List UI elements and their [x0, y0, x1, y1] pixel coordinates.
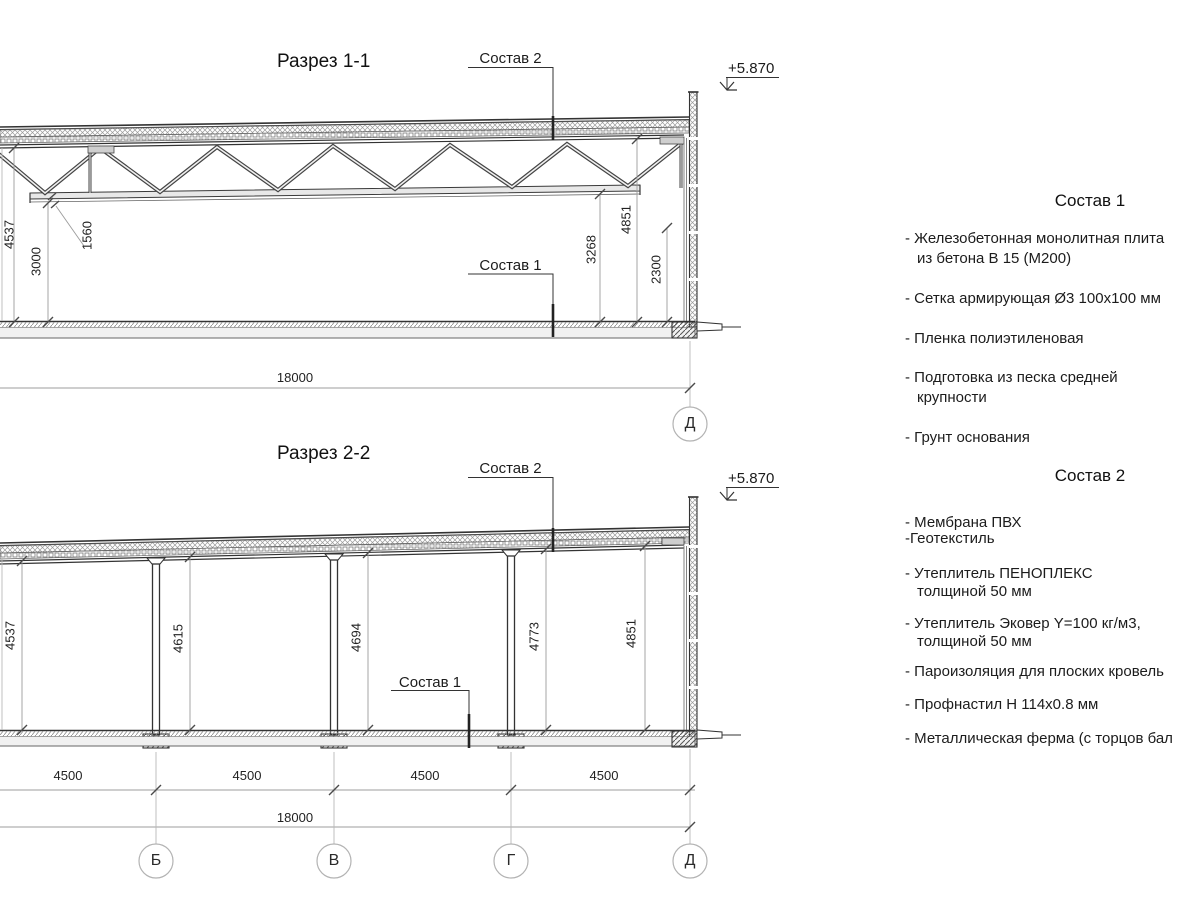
section2-callout-sostav2: Состав 2 [479, 460, 542, 477]
sostav1-item-3: - Пленка полиэтиленовая [905, 330, 1084, 347]
section2-title: Разрез 2-2 [277, 443, 371, 464]
sostav2-item-4: - Пароизоляция для плоских кровель [905, 663, 1164, 680]
section2-dim-span: 18000 [276, 810, 314, 825]
section2-dim-4694: 4694 [348, 623, 364, 652]
sostav2-item-6: - Металлическая ферма (с торцов бал [905, 730, 1173, 747]
sostav2-item-3-line-2: толщиной 50 мм [917, 633, 1032, 650]
sostav2-item-1-line-1: - Мембрана ПВХ [905, 514, 1022, 531]
section2-grid-label-v: В [328, 852, 340, 869]
sostav1-item-4-line-2: крупности [917, 389, 987, 406]
sostav2-item-2-line-1: - Утеплитель ПЕНОПЛЕКС [905, 565, 1093, 582]
sostav2-item-5: - Профнастил Н 114х0.8 мм [905, 696, 1099, 713]
section1-roof [0, 117, 689, 148]
section2-drawing [0, 478, 779, 879]
section2-floor [0, 730, 741, 747]
section2-callout-sostav1: Состав 1 [398, 674, 462, 691]
section2-roof [0, 527, 689, 564]
sostav2-item-3-line-1: - Утеплитель Эковер Y=100 кг/м3, [905, 615, 1141, 632]
section1-dim-3000: 3000 [28, 247, 44, 276]
section2-dim-ticks [17, 541, 695, 832]
section1-floor [0, 322, 741, 339]
section2-dim-4851: 4851 [623, 619, 639, 648]
section1-grid-label-d: Д [684, 415, 696, 432]
section2-dim-bay1: 4500 [53, 768, 83, 783]
section2-dim-4615: 4615 [170, 624, 186, 653]
section1-callout-sostav2: Состав 2 [479, 50, 542, 67]
section2-leaders [391, 478, 779, 749]
sostav2-item-1-line-2: -Геотекстиль [905, 530, 995, 547]
section1-elevation-mark: +5.870 [728, 60, 775, 77]
section2-grid-label-b: Б [150, 852, 162, 869]
section1-truss [0, 137, 684, 203]
section2-dim-4773: 4773 [526, 622, 542, 651]
section1-dim-1560: 1560 [79, 221, 95, 250]
section1-dim-3268: 3268 [583, 235, 599, 264]
section1-dim-4851: 4851 [618, 205, 634, 234]
section1-dim-span: 18000 [276, 370, 314, 385]
sostav1-item-2: - Сетка армирующая Ø3 100х100 мм [905, 290, 1161, 307]
sostav1-item-1-line-2: из бетона В 15 (М200) [917, 250, 1072, 267]
section2-grid [139, 844, 707, 878]
section2-dim-bay3: 4500 [410, 768, 440, 783]
sostav1-item-1-line-1: - Железобетонная монолитная плита [905, 230, 1165, 247]
section1-dim-4537: 4537 [1, 220, 17, 249]
section2-elevation-mark: +5.870 [728, 470, 775, 487]
section2-dim-bay2: 4500 [232, 768, 262, 783]
section2-dim-4537: 4537 [2, 621, 18, 650]
section1-title: Разрез 1-1 [277, 51, 371, 72]
section1-dim-2300: 2300 [648, 255, 664, 284]
section2-columns [143, 550, 524, 748]
section2-grid-label-d: Д [684, 852, 696, 869]
section1-callout-sostav1: Состав 1 [479, 257, 542, 274]
sostav1-title: Состав 1 [1054, 191, 1126, 210]
sostav1-item-5: - Грунт основания [905, 429, 1030, 446]
sostav2-title: Состав 2 [1054, 466, 1126, 485]
section2-grid-label-g: Г [506, 852, 516, 869]
sostav1-item-4-line-1: - Подготовка из песка средней [905, 369, 1118, 386]
section2-dimensions [0, 541, 695, 844]
section2-dim-bay4: 4500 [589, 768, 619, 783]
sostav2-item-2-line-2: толщиной 50 мм [917, 583, 1032, 600]
